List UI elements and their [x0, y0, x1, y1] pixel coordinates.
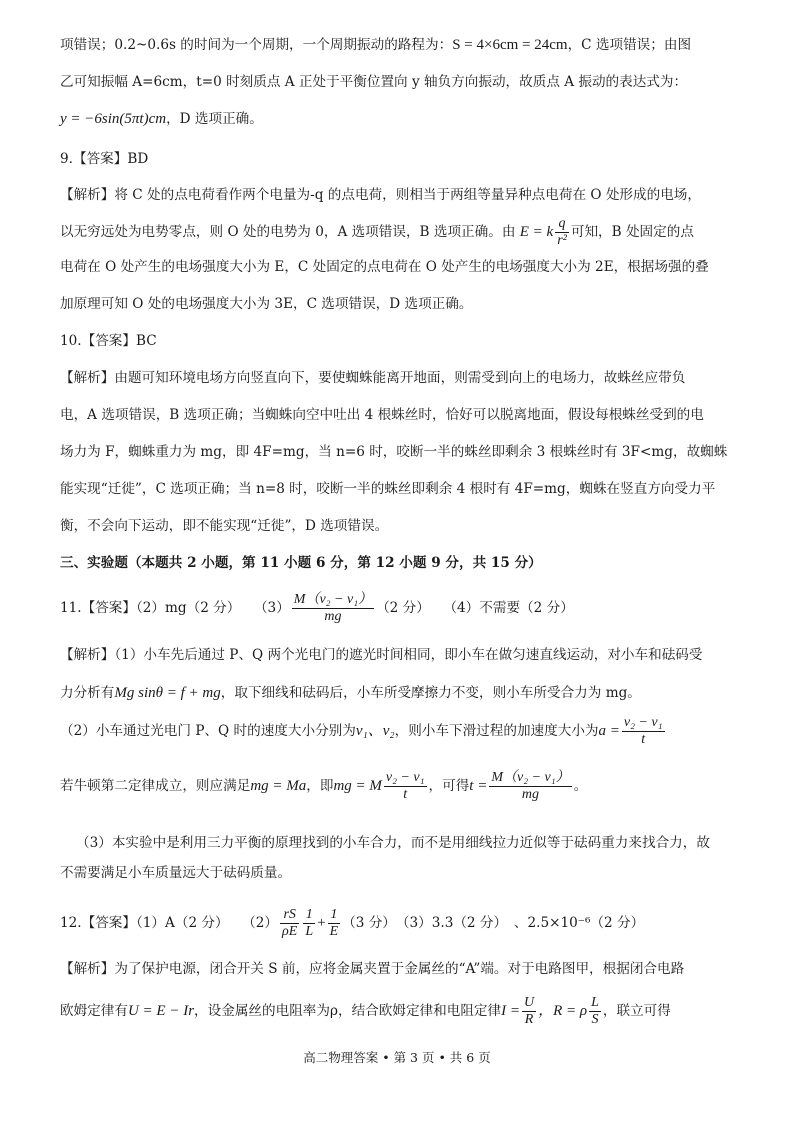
text-line: 不需要满足小车质量远大于砝码质量。: [60, 865, 292, 881]
formula-fraction: $\frac{rS}{\rho E}$: [282, 907, 298, 939]
text-line: 项错误；0.2~0.6s 的时间为一个周期，一个周期振动的路程为：S = 4×6cm = 24cm，C 选项错误；由图: [60, 37, 692, 53]
text-line: 【解析】将 C 处的点电荷看作两个电量为-q 的点电荷，则相当于两组等量异种点电荷在 O 处形成的电场，: [60, 187, 701, 203]
text-line: 场力为 F，蜘蛛重力为 mg，即 4F=mg，当 n=6 时，咬断一半的蛛丝即剩余 3 根蛛丝时有 3F<mg，故蜘蛛: [60, 444, 728, 460]
text-line: 【解析】为了保护电源，闭合开关 S 前，应将金属夹置于金属丝的“A”端。对于电路图甲，根据闭合电路: [60, 961, 685, 977]
text-line: 若牛顿第二定律成立，则应满足mg = Ma，即mg = M $\frac{\text{v₂ − v₁}}{t}$ ，可得t = $\frac{\text{M（v₂ − v₁）}}{mg}$ 。: [60, 770, 588, 802]
formula-fraction: $\frac{U}{R}$: [523, 995, 535, 1027]
text-line: y = −6sin(5πt)cm，D 选项正确。: [60, 111, 263, 127]
text-line: 【解析】由题可知环境电场方向竖直向下，要使蜘蛛能离开地面，则需受到向上的电场力，故蛛丝应带负: [60, 370, 686, 386]
formula-fraction: $\frac{1}{L}$: [305, 907, 314, 939]
formula-fraction: $\frac{1}{E}$: [329, 907, 339, 939]
text-line: 能实现“迁徙”，C 选项正确；当 n=8 时，咬断一半的蛛丝即剩余 4 根时有 4F=mg，蜘蛛在竖直方向受力平: [60, 481, 716, 497]
q11-answer: 11.【答案】（2）mg（2 分） （3） $\frac{\text{M（v₂ − v₁）}}{mg}$ （2 分） （4）不需要（2 分）: [60, 592, 574, 624]
formula-fraction: $\frac{\text{M（v₂ − v₁）}}{mg}$: [293, 592, 373, 624]
text-line: 力分析有Mg sinθ = f + mg，取下细线和砝码后，小车所受摩擦力不变，则小车所受合力为 mg。: [60, 685, 641, 701]
text-line: 加原理可知 O 处的电场强度大小为 3E，C 选项错误，D 选项正确。: [60, 296, 473, 312]
q10-answer: 10.【答案】BC: [60, 333, 157, 349]
text-line: 电，A 选项错误，B 选项正确；当蜘蛛向空中吐出 4 根蛛丝时，恰好可以脱离地面，假设每根蛛丝受到的电: [60, 407, 704, 423]
text-line: 以无穷远处为电势零点，则 O 处的电势为 0，A 选项错误，B 选项正确。由 E = k $\frac{q}{\text{r²}}$ 可知，B 处固定的点: [60, 216, 694, 248]
section-heading: 三、实验题（本题共 2 小题，第 11 小题 6 分，第 12 小题 9 分，共 15 分）: [60, 555, 542, 571]
formula-fraction: $\frac{L}{S}$: [591, 995, 599, 1027]
text-line: 衡，不会向下运动，即不能实现“迁徙”，D 选项错误。: [60, 518, 389, 534]
formula-fraction: $\frac{\text{v₂ − v₁}}{t}$: [385, 770, 425, 802]
formula-fraction: $\frac{q}{\text{r²}}$: [557, 216, 567, 248]
q9-answer: 9.【答案】BD: [60, 151, 149, 167]
text-line: （2）小车通过光电门 P、Q 时的速度大小分别为v₁、v₂，则小车下滑过程的加速度大小为a = $\frac{\text{v₂ − v₁}}{t}$: [60, 715, 663, 747]
text-line: 欧姆定律有U = E − Ir，设金属丝的电阻率为ρ，结合欧姆定律和电阻定律I = $\frac{U}{R}$ ，R = ρ $\frac{L}{S}$ ，联立可得: [60, 995, 671, 1027]
text-line: 乙可知振幅 A=6cm，t=0 时刻质点 A 正处于平衡位置向 y 轴负方向振动，故质点 A 振动的表达式为：: [60, 74, 688, 90]
formula-fraction: $\frac{\text{M（v₂ − v₁）}}{mg}$: [491, 770, 570, 802]
text-line: 【解析】（1）小车先后通过 P、Q 两个光电门的遮光时间相同，即小车在做匀速直线运动，对小车和砝码受: [60, 647, 703, 663]
text-line: 电荷在 O 处产生的电场强度大小为 E，C 处固定的点电荷在 O 处产生的电场强度大小为 2E，根据场强的叠: [60, 259, 709, 275]
text-line: （3）本实验中是利用三力平衡的原理找到的小车合力，而不是用细线拉力近似等于砝码重力来找合力，故: [76, 835, 710, 851]
formula-fraction: $\frac{\text{v₂ − v₁}}{t}$: [623, 715, 663, 747]
page-footer: 高二物理答案 • 第 3 页 • 共 6 页: [303, 1050, 491, 1065]
q12-answer: 12.【答案】（1）A（2 分） （2） $\frac{rS}{\rho E}$ $\frac{1}{L}$ + $\frac{1}{E}$ （3 分） （3）3.3（2 分） 、2.5×10⁻⁶（2 分）: [60, 907, 645, 939]
